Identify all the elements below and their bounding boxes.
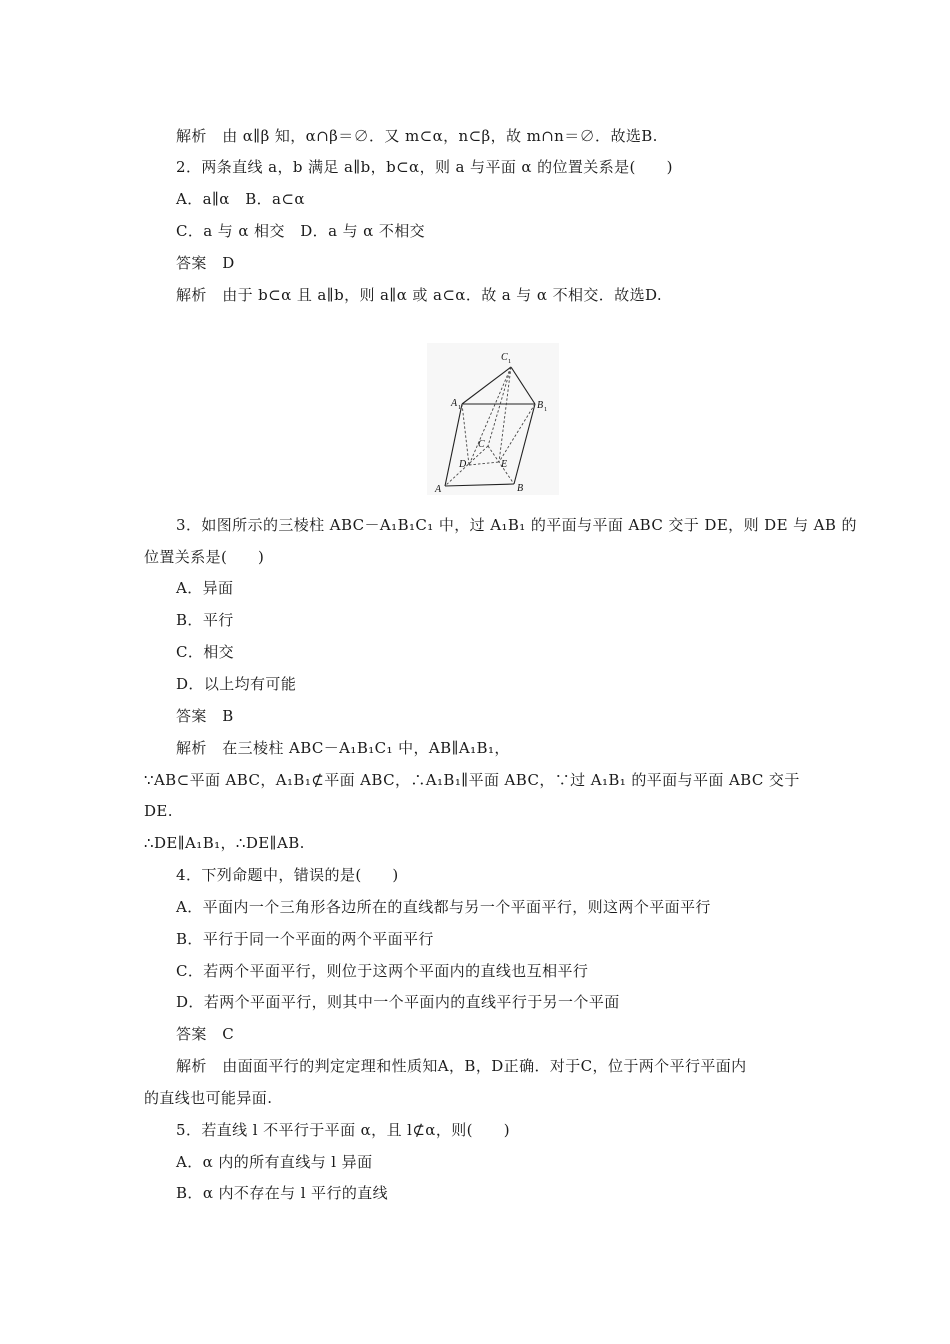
label-c: C xyxy=(478,439,485,450)
question-4-option-c: C．若两个平面平行，则位于这两个平面内的直线也互相平行 xyxy=(176,962,589,980)
question-5: 5．若直线 l 不平行于平面 α，且 l⊄α，则( ) xyxy=(176,1121,510,1139)
question-3-analysis-2: ∵AB⊂平面 ABC，A₁B₁⊄平面 ABC，∴A₁B₁∥平面 ABC，∵过 A₁B₁ 的平面与平面 ABC 交于 xyxy=(144,771,800,789)
question-2-analysis: 解析 由于 b⊂α 且 a∥b，则 a∥α 或 a⊂α．故 a 与 α 不相交．故选D. xyxy=(176,286,663,304)
question-5-option-b: B．α 内不存在与 l 平行的直线 xyxy=(176,1184,389,1202)
figure-background xyxy=(427,343,559,495)
question-3-cont: 位置关系是( ) xyxy=(144,548,265,566)
question-4-option-a: A．平面内一个三角形各边所在的直线都与另一个平面平行，则这两个平面平行 xyxy=(176,898,711,916)
question-2-options-cd: C．a 与 α 相交 D．a 与 α 不相交 xyxy=(176,222,426,240)
question-3-answer: 答案 B xyxy=(176,707,234,725)
question-3-analysis: 解析 在三棱柱 ABC－A₁B₁C₁ 中，AB∥A₁B₁， xyxy=(176,739,510,757)
label-e: E xyxy=(501,459,508,470)
question-3-analysis-4: ∴DE∥A₁B₁，∴DE∥AB. xyxy=(144,834,305,852)
question-3-option-a: A．异面 xyxy=(176,579,234,597)
question-2-options-ab: A．a∥α B．a⊂α xyxy=(176,190,305,208)
question-3: 3．如图所示的三棱柱 ABC－A₁B₁C₁ 中，过 A₁B₁ 的平面与平面 ABC 交于 DE，则 DE 与 AB 的 xyxy=(176,516,857,534)
question-3-analysis-3: DE. xyxy=(144,802,173,820)
label-d: D xyxy=(459,459,467,470)
label-a1: A xyxy=(451,398,458,409)
question-4: 4．下列命题中，错误的是( ) xyxy=(176,866,399,884)
label-c1: C xyxy=(501,352,508,363)
question-2: 2．两条直线 a，b 满足 a∥b，b⊂α，则 a 与平面 α 的位置关系是( ) xyxy=(176,158,673,176)
analysis-line: 解析 由 α∥β 知，α∩β＝∅．又 m⊂α，n⊂β，故 m∩n＝∅．故选B. xyxy=(176,127,658,145)
question-4-answer: 答案 C xyxy=(176,1025,235,1043)
label-a1-sub: 1 xyxy=(458,404,462,411)
question-4-option-d: D．若两个平面平行，则其中一个平面内的直线平行于另一个平面 xyxy=(176,993,620,1011)
question-2-answer: 答案 D xyxy=(176,254,235,272)
label-b1: B xyxy=(537,400,544,411)
question-3-option-c: C．相交 xyxy=(176,643,235,661)
label-b: B xyxy=(517,483,524,494)
question-5-option-a: A．α 内的所有直线与 l 异面 xyxy=(176,1153,373,1171)
question-4-analysis-2: 的直线也可能异面. xyxy=(144,1089,273,1107)
label-c1-sub: 1 xyxy=(508,358,512,365)
question-3-option-d: D．以上均有可能 xyxy=(176,675,297,693)
question-4-option-b: B．平行于同一个平面的两个平面平行 xyxy=(176,930,434,948)
triangular-prism-figure xyxy=(427,343,559,495)
question-4-analysis: 解析 由面面平行的判定定理和性质知A，B，D正确．对于C，位于两个平行平面内 xyxy=(176,1057,747,1075)
question-3-option-b: B．平行 xyxy=(176,611,234,629)
label-b1-sub: 1 xyxy=(544,406,548,413)
label-a: A xyxy=(435,484,442,495)
